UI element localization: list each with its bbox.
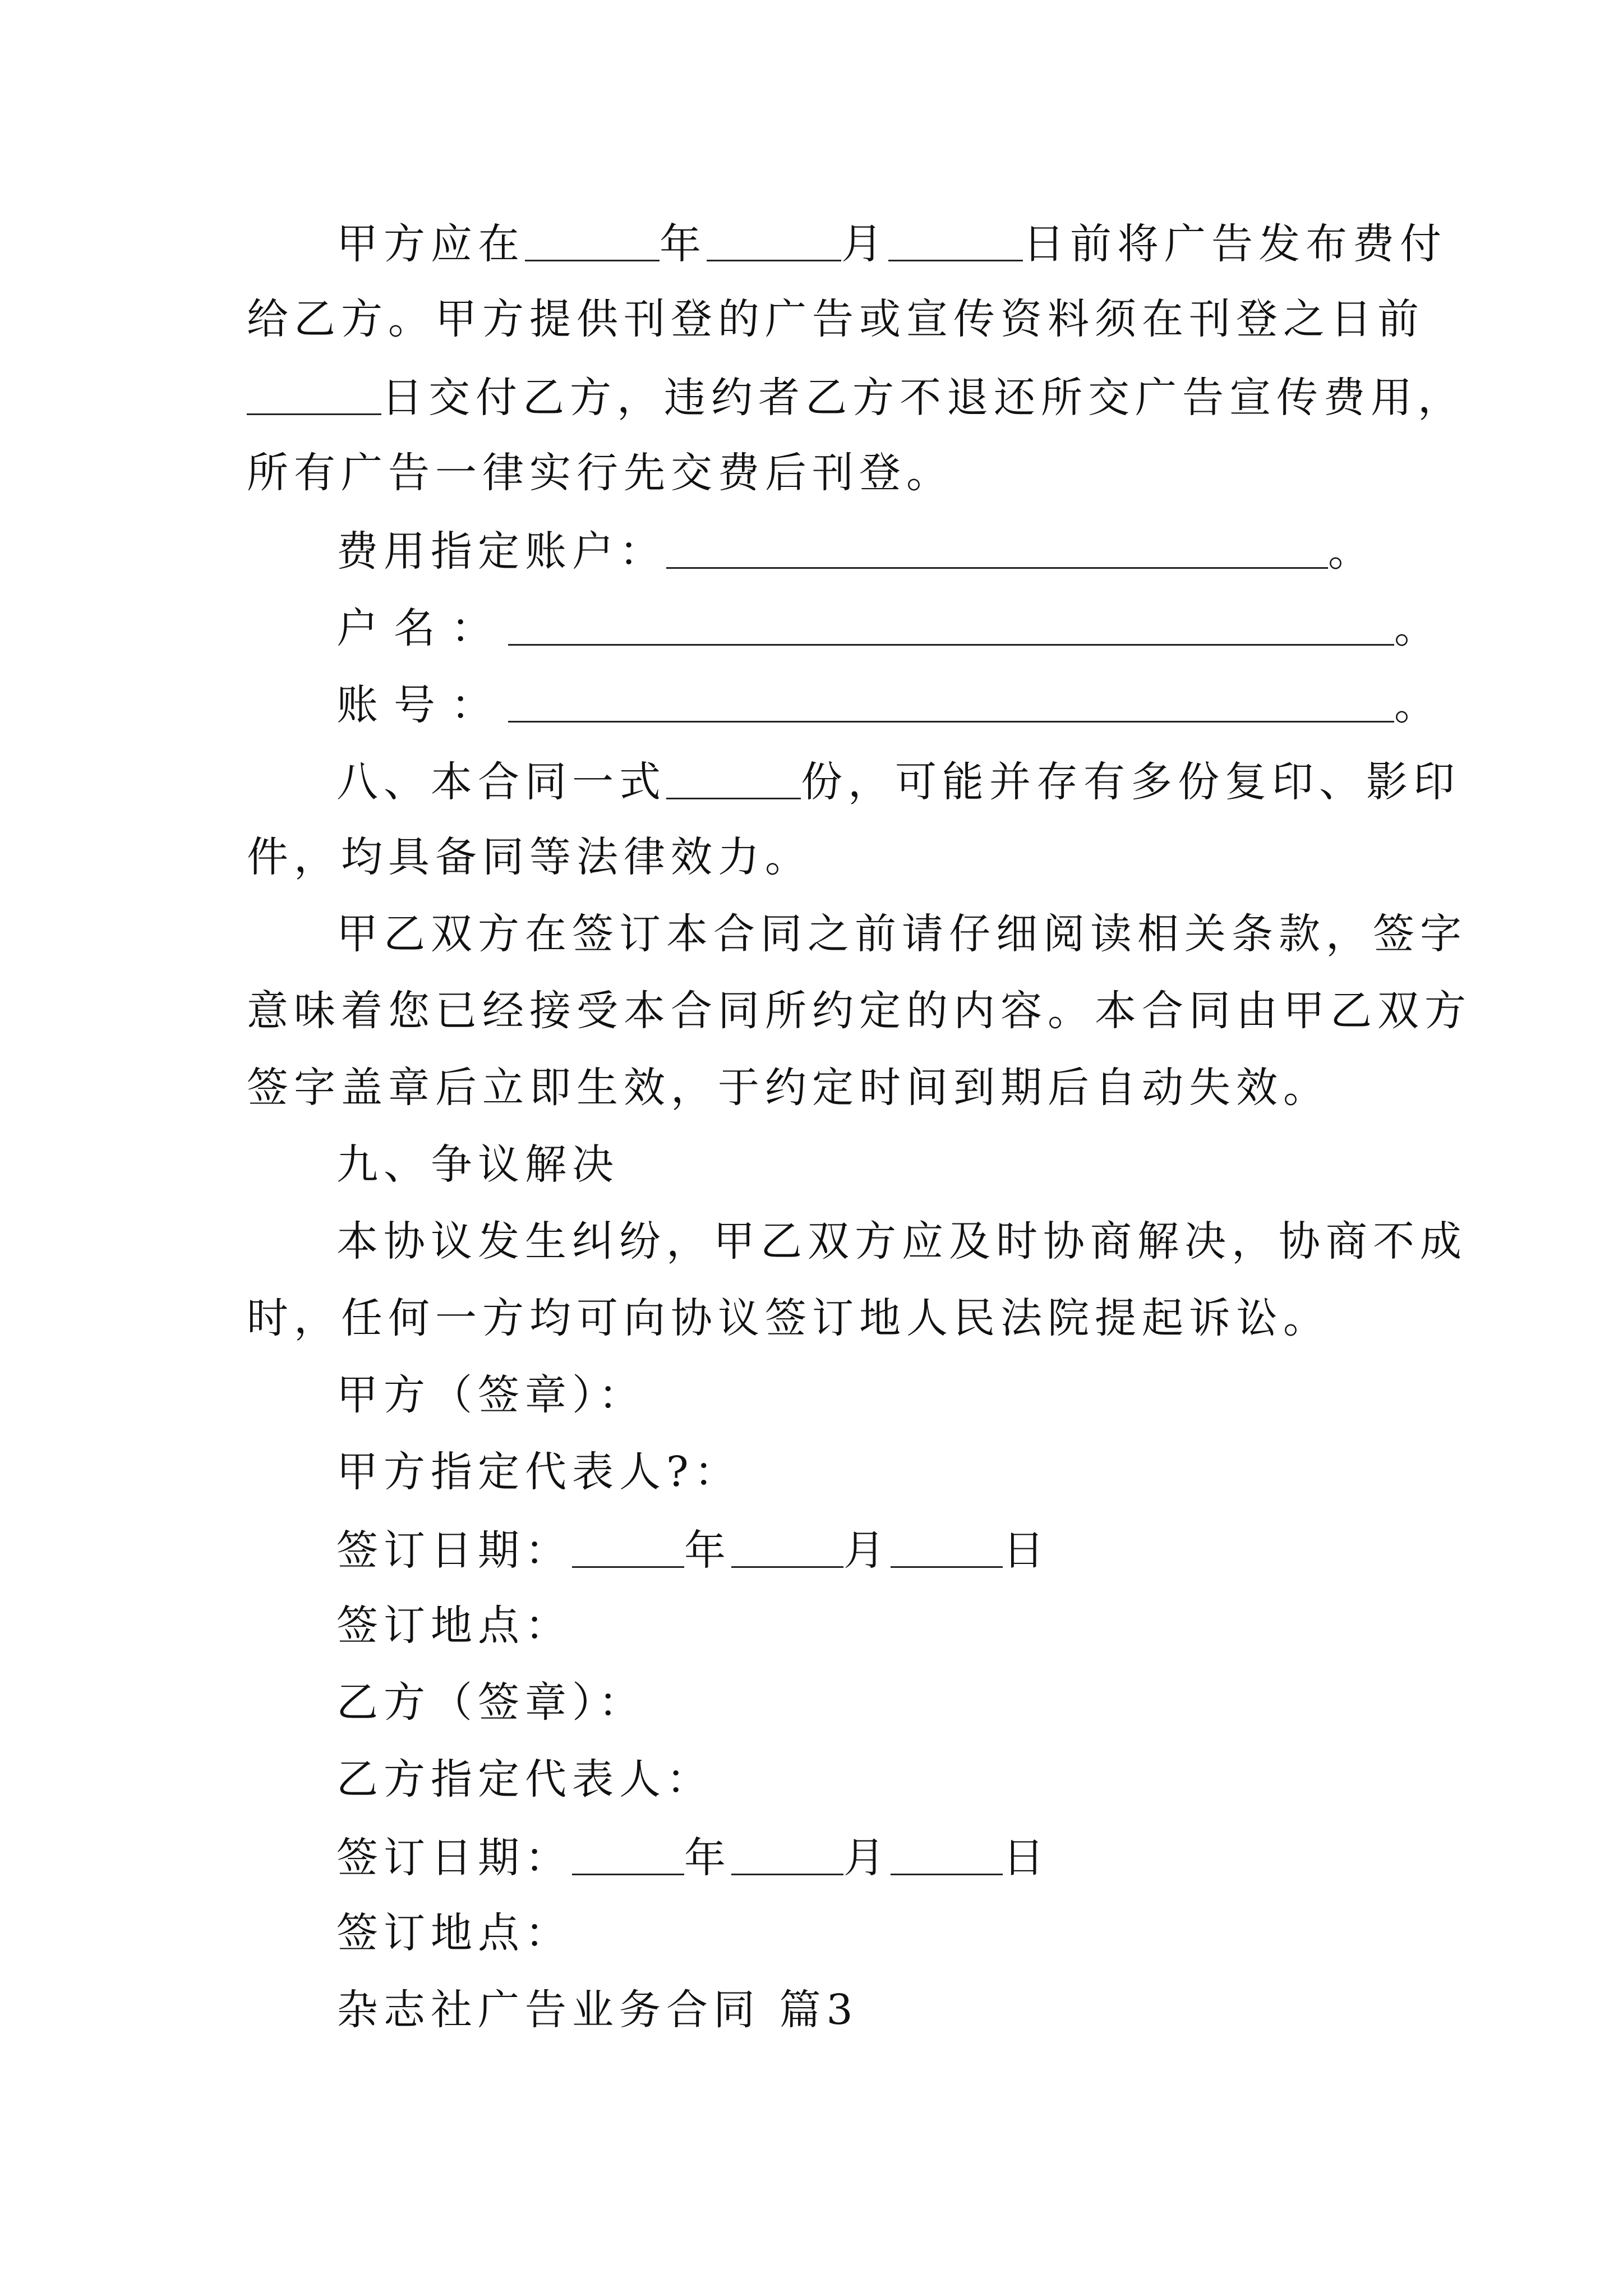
payment-text-days: 日交付乙方，违约者乙方不退还所交广告宣传费用， xyxy=(381,374,1465,422)
holder-blank xyxy=(508,606,1394,646)
account-blank xyxy=(666,529,1328,569)
party-b-year: 年 xyxy=(684,1834,731,1882)
holder-label: 户名： xyxy=(336,604,508,652)
payment-year-blank xyxy=(525,222,660,261)
party-b-month: 月 xyxy=(843,1834,891,1882)
payment-line-2: 给乙方。甲方提供刊登的广告或宣传资料须在刊登之日前 xyxy=(247,295,1424,343)
party-a-rep: 甲方指定代表人?： xyxy=(336,1448,741,1496)
account-end: 。 xyxy=(1328,527,1375,576)
copies-text-a: 八、本合同一式 xyxy=(336,758,666,806)
dispute-heading: 九、争议解决 xyxy=(336,1140,619,1189)
party-b-date-label: 签订日期： xyxy=(336,1834,572,1882)
party-b-date xyxy=(336,1834,1050,1882)
party-a-year-blank xyxy=(572,1528,684,1568)
party-b-day-blank xyxy=(891,1835,1003,1875)
party-a-month: 月 xyxy=(843,1526,891,1575)
number-label: 账号： xyxy=(336,681,508,729)
account-line xyxy=(336,527,1375,576)
party-b-year-blank xyxy=(572,1835,684,1875)
next-section-heading: 杂志社广告业务合同 篇3 xyxy=(336,1986,859,2034)
number-blank xyxy=(508,683,1394,723)
payment-line-3 xyxy=(247,374,1465,422)
party-a-place: 签订地点： xyxy=(336,1602,572,1650)
party-b-month-blank xyxy=(731,1835,843,1875)
payment-line-4: 所有广告一律实行先交费后刊登。 xyxy=(247,449,953,497)
party-b-rep: 乙方指定代表人： xyxy=(336,1755,713,1803)
account-label: 费用指定账户： xyxy=(336,527,666,576)
notice-line-2: 意味着您已经接受本合同所约定的内容。本合同由甲乙双方 xyxy=(247,987,1472,1035)
party-a-date xyxy=(336,1526,1050,1575)
party-b-day: 日 xyxy=(1003,1834,1050,1882)
party-a-seal: 甲方（签章）： xyxy=(336,1371,645,1419)
party-b-place: 签订地点： xyxy=(336,1909,572,1957)
holder-line xyxy=(336,604,1441,652)
notice-line-3: 签字盖章后立即生效，于约定时间到期后自动失效。 xyxy=(247,1064,1330,1112)
dispute-line-1: 本协议发生纠纷，甲乙双方应及时协商解决，协商不成 xyxy=(336,1217,1467,1266)
notice-line-1: 甲乙双方在签订本合同之前请仔细阅读相关条款，签字 xyxy=(336,910,1467,958)
payment-month-blank xyxy=(707,222,841,261)
party-a-year: 年 xyxy=(684,1526,731,1575)
payment-text-d: 日前将广告发布费付 xyxy=(1023,220,1447,268)
dispute-line-2: 时，任何一方均可向协议签订地人民法院提起诉讼。 xyxy=(247,1294,1330,1342)
payment-day-blank xyxy=(888,222,1023,261)
party-a-day-blank xyxy=(891,1528,1003,1568)
payment-line-1 xyxy=(336,220,1447,268)
copies-text-b: 份，可能并存有多份复印、影印 xyxy=(801,758,1460,806)
copies-line-2: 件，均具备同等法律效力。 xyxy=(247,833,812,881)
payment-text-year: 年 xyxy=(660,220,707,268)
payment-days-blank xyxy=(247,375,381,415)
payment-text-a: 甲方应在 xyxy=(336,220,525,268)
number-line xyxy=(336,681,1441,729)
copies-line-1 xyxy=(336,758,1460,806)
number-end: 。 xyxy=(1394,681,1441,729)
party-a-month-blank xyxy=(731,1528,843,1568)
holder-end: 。 xyxy=(1394,604,1441,652)
party-a-date-label: 签订日期： xyxy=(336,1526,572,1575)
copies-blank xyxy=(666,760,801,799)
party-b-seal: 乙方（签章）： xyxy=(336,1678,645,1727)
party-a-day: 日 xyxy=(1003,1526,1050,1575)
payment-text-month: 月 xyxy=(841,220,888,268)
